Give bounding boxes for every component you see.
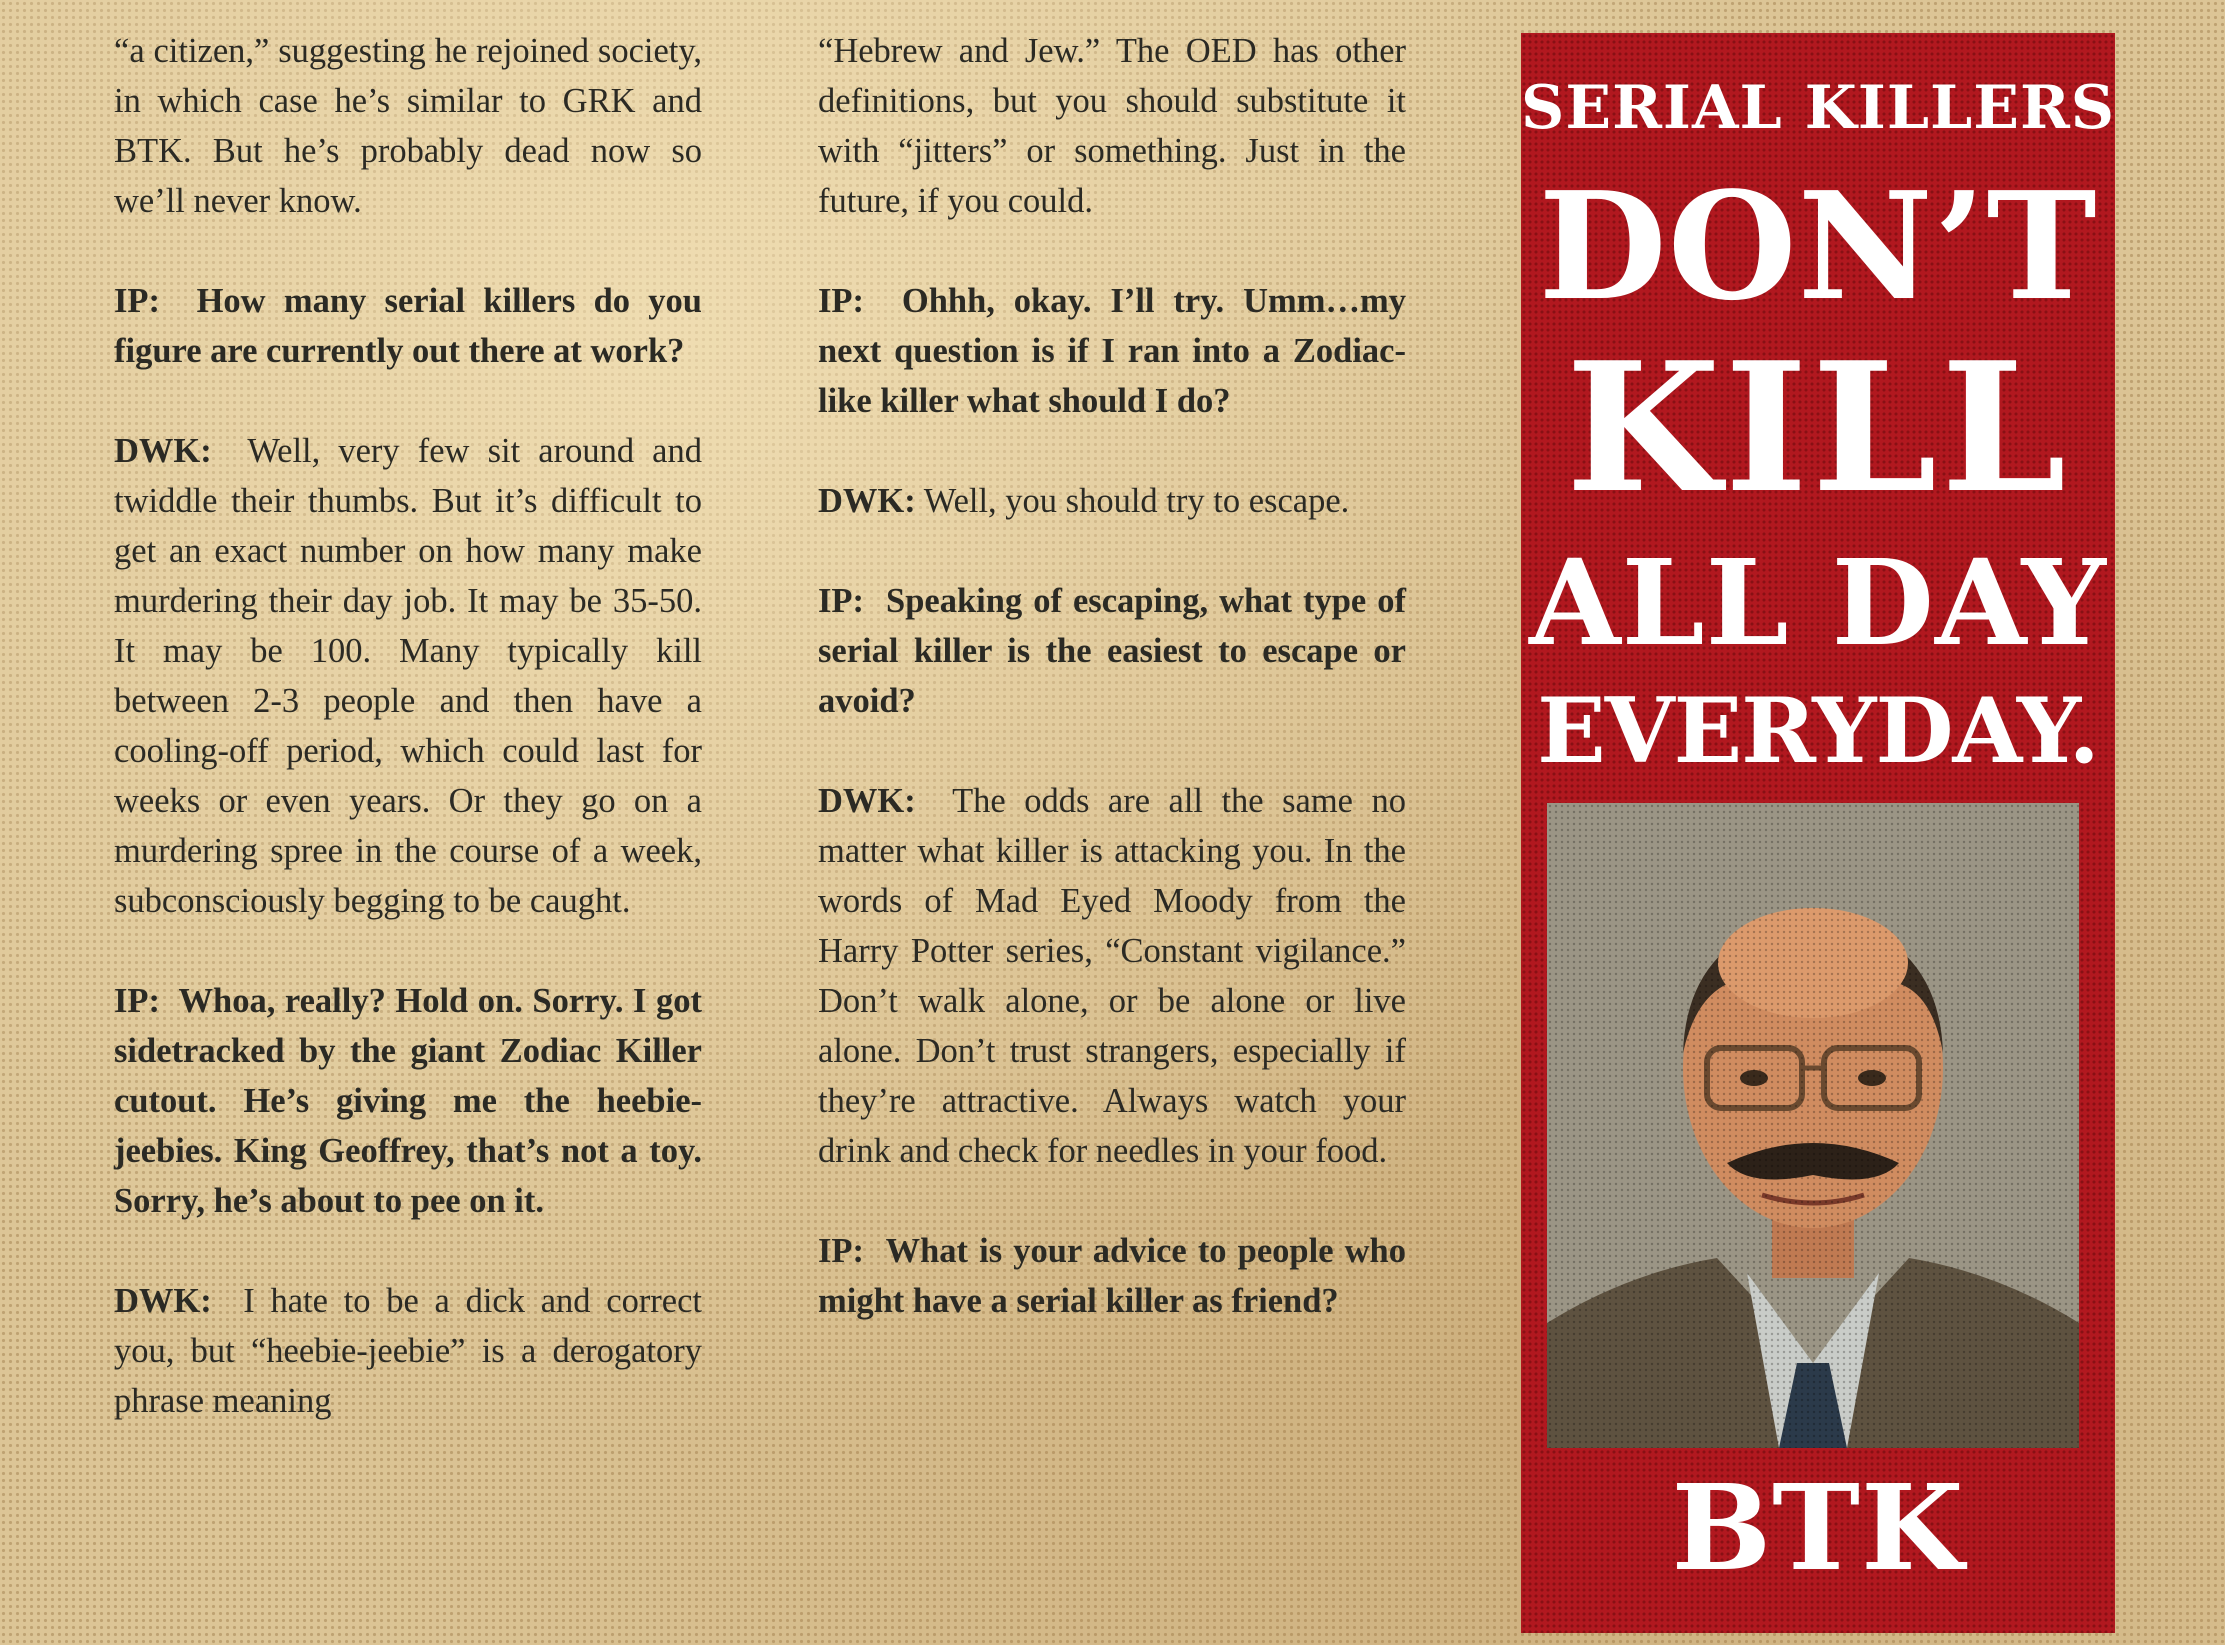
interviewee-answer: DWK: Well, very few sit around and twiddle their thumbs. But it’s difficult to get an exact number on how many make murdering their day job. It may be 35-50. It may be 100. Many typically kill between 2-3 people and then have a cooling-off period, which could last for weeks or even years. Or they go on a murdering spree in the course of a week, subconsciously begging to be caught. bbox=[114, 432, 702, 920]
speaker-label: DWK: bbox=[818, 782, 916, 820]
speaker-label: DWK: bbox=[114, 1282, 212, 1320]
poster-headline-dont: DON’T bbox=[1538, 159, 2098, 333]
poster-headline-kill: KILL bbox=[1565, 323, 2071, 532]
interviewee-answer: DWK: I hate to be a dick and correct you, but “heebie-jeebie” is a derogatory phrase meaning bbox=[114, 1282, 703, 1420]
article-column-middle bbox=[818, 26, 1406, 1376]
poster-headline-everyday: EVERYDAY. bbox=[1537, 678, 2099, 784]
interviewer-question: IP: What is your advice to people who might have a serial killer as friend? bbox=[818, 1232, 1406, 1320]
interviewee-answer: DWK: Well, you should try to escape. bbox=[818, 482, 1350, 520]
speaker-label: IP: bbox=[818, 1232, 864, 1270]
interviewer-question: IP: Ohhh, okay. I’ll try. Umm…my next question is if I ran into a Zodiac-like killer what should I do? bbox=[818, 282, 1406, 420]
speaker-label: IP: bbox=[114, 282, 160, 320]
interviewer-question: IP: How many serial killers do you figure are currently out there at work? bbox=[114, 282, 702, 370]
poster-headline-small: SERIAL KILLERS bbox=[1521, 73, 2116, 143]
interviewer-question: IP: Whoa, really? Hold on. Sorry. I got sidetracked by the giant Zodiac Killer cutout. He’s giving me the heebie-jeebies. King Geoffrey, that’s not a toy. Sorry, he’s about to pee on it. bbox=[114, 982, 702, 1220]
speaker-label: DWK: bbox=[818, 482, 916, 520]
speaker-label: IP: bbox=[818, 282, 864, 320]
poster-panel bbox=[1521, 33, 2115, 1633]
paragraph: “a citizen,” suggesting he rejoined society, in which case he’s similar to GRK and BTK. But he’s probably dead now so we’ll never know. bbox=[114, 32, 702, 220]
speaker-label: DWK: bbox=[114, 432, 212, 470]
portrait-photo bbox=[1547, 803, 2079, 1448]
article-column-left bbox=[114, 26, 702, 1476]
portrait-illustration bbox=[1547, 803, 2079, 1448]
poster-caption: BTK bbox=[1671, 1458, 1965, 1597]
speaker-label: IP: bbox=[818, 582, 864, 620]
interviewee-answer: DWK: The odds are all the same no matter what killer is attacking you. In the words of Mad Eyed Moody from the Harry Potter series, “Constant vigilance.” Don’t walk alone, or be alone or live alone. Don’t trust strangers, especially if they’re attractive. Always watch your drink and check for needles in your food. bbox=[818, 782, 1406, 1170]
speaker-label: IP: bbox=[114, 982, 160, 1020]
paragraph: “Hebrew and Jew.” The OED has other definitions, but you should substitute it with “jitters” or something. Just in the future, if you could. bbox=[818, 32, 1406, 220]
poster-headline-all-day: ALL DAY bbox=[1529, 533, 2107, 672]
interviewer-question: IP: Speaking of escaping, what type of serial killer is the easiest to escape or avoid? bbox=[818, 582, 1406, 720]
